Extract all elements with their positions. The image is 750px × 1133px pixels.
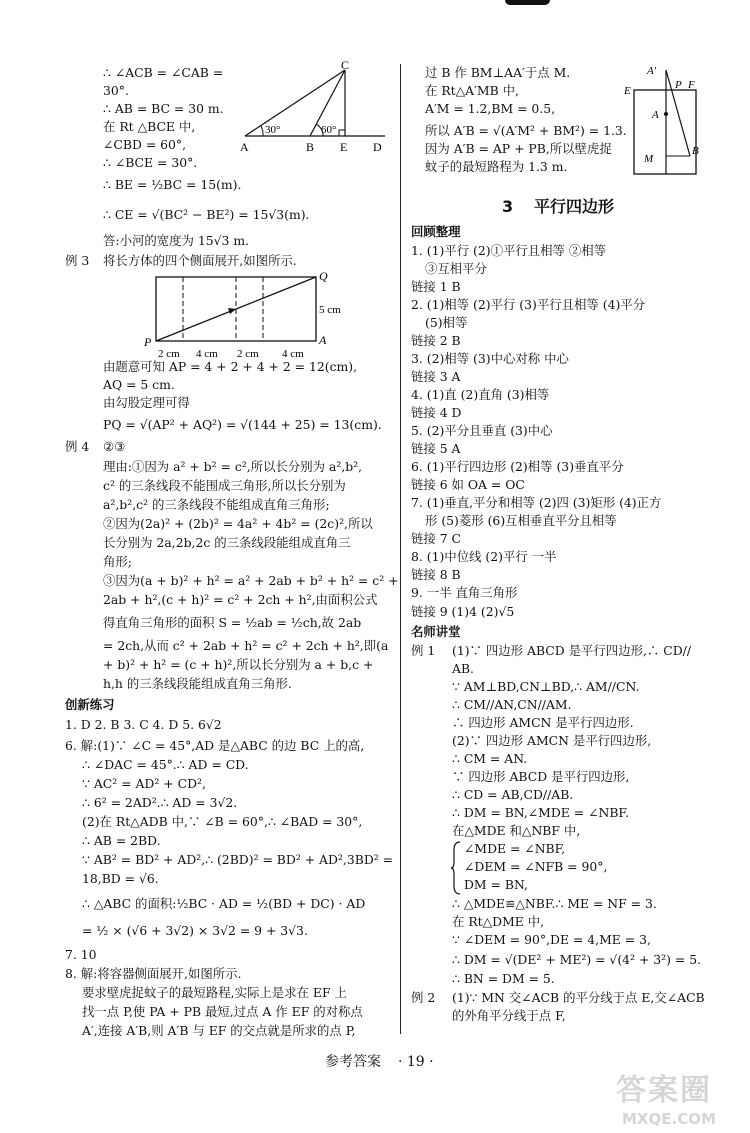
text-line: 6. 解:(1)∵ ∠C = 45°,AD 是△ABC 的边 BC 上的高, — [65, 738, 365, 753]
text-line: 在 Rt△A′MB 中, — [425, 83, 519, 98]
text-line: 2ab + h²,(c + h)² = c² + 2ch + h²,由面积公式 — [103, 592, 378, 607]
text-line: 在△MDE 和△NBF 中, — [452, 823, 581, 838]
text-line: AQ = 5 cm. — [103, 377, 175, 392]
text-line: a²,b²,c² 的三条线段不能组成直角三角形; — [103, 497, 330, 512]
text-line: (1)∵ MN 交∠ACB 的平分线于点 E,交∠ACB — [452, 990, 705, 1005]
text-line: 由勾股定理可得 — [103, 395, 190, 410]
section-heading: 名师讲堂 — [411, 624, 461, 639]
text-line: (1)∵ 四边形 ABCD 是平行四边形,∴ CD// — [452, 643, 692, 658]
text-line: 所以 A′B = √(A′M² + BM²) = 1.3. — [425, 123, 627, 138]
text-line: ∵ AM⊥BD,CN⊥BD,∴ AM//CN. — [452, 679, 640, 694]
label-C: C — [341, 60, 350, 72]
text-line: ∴ BN = DM = 5. — [452, 971, 555, 986]
text-line: AB. — [452, 661, 474, 676]
text-line: ②因为(2a)² + (2b)² = 4a² + 4b² = (2c)²,所以 — [103, 516, 373, 531]
text-line: A′M = 1.2,BM = 0.5, — [425, 101, 556, 116]
text-line: 的外角平分线于点 F, — [452, 1008, 566, 1023]
text-line: 在 Rt△DME 中, — [452, 914, 545, 929]
text-line: ∴ AB = BC = 30 m. — [103, 101, 224, 116]
text-line: ∠DEM = ∠NFB = 90°, — [464, 859, 608, 874]
label-A: A — [240, 140, 249, 154]
text-line: 链接 4 D — [411, 405, 462, 420]
text-line: c² 的三条线段不能围成三角形,所以长分别为 — [103, 478, 346, 493]
text-line: 6. (1)平行四边形 (2)相等 (3)垂直平分 — [411, 459, 624, 474]
footer-label: 参考答案 — [325, 1054, 381, 1070]
watermark-url: MXQE.COM — [622, 1110, 716, 1128]
text-line: ∴ CM//AN,CN//AM. — [452, 697, 572, 712]
segment-label: 2 cm — [237, 348, 259, 360]
text-line: 3. (2)相等 (3)中心对称 中心 — [411, 351, 569, 366]
text-line: 链接 3 A — [411, 369, 461, 384]
brace-symbol — [450, 840, 462, 896]
text-line: (2)在 Rt△ADB 中,∵ ∠B = 60°,∴ ∠BAD = 30°, — [82, 814, 363, 829]
label-D: D — [373, 140, 382, 154]
text-line: ∴ CE = √(BC² − BE²) = 15√3(m). — [103, 207, 310, 222]
text-line: 因为 A′B = AP + PB,所以壁虎捉 — [425, 141, 612, 156]
text-line: A′,连接 A′B,则 A′B 与 EF 的交点就是所求的点 P, — [82, 1023, 356, 1038]
angle-60: 60° — [321, 124, 337, 136]
text-line: PQ = √(AP² + AQ²) = √(144 + 25) = 13(cm). — [103, 417, 382, 432]
text-line: ③因为(a + b)² + h² = a² + 2ab + b² + h² = c² + — [103, 573, 399, 588]
text-line: ②③ — [103, 439, 126, 454]
text-line: 理由:①因为 a² + b² = c²,所以长分别为 a²,b², — [103, 459, 363, 474]
watermark-logo — [600, 1072, 745, 1130]
text-line: 链接 6 如 OA = OC — [411, 477, 525, 492]
example-label: 例 1 — [411, 643, 436, 658]
section-heading: 创新练习 — [65, 697, 115, 712]
text-line: ∠CBD = 60°, — [103, 137, 187, 152]
segment-label: 2 cm — [158, 348, 180, 360]
text-line: ∴ DM = BN,∠MDE = ∠NBF. — [452, 805, 630, 820]
text-line: 过 B 作 BM⊥AA′于点 M. — [425, 65, 571, 80]
text-line: 链接 2 B — [411, 333, 461, 348]
text-line: 1. D 2. B 3. C 4. D 5. 6√2 — [65, 717, 222, 732]
angle-30: 30° — [265, 124, 281, 136]
text-line: 要求壁虎捉蚊子的最短路程,实际上是求在 EF 上 — [82, 985, 347, 1000]
section-heading: 回顾整理 — [411, 224, 461, 239]
example-label: 例 3 — [65, 253, 90, 268]
river-width-figure — [235, 60, 395, 155]
text-line: ∴ △MDE≌△NBF.∴ ME = NF = 3. — [452, 896, 657, 911]
text-line: (2)∵ 四边形 AMCN 是平行四边形, — [452, 733, 652, 748]
text-line: 在 Rt △BCE 中, — [103, 119, 196, 134]
text-line: ∵ 四边形 ABCD 是平行四边形, — [452, 769, 630, 784]
text-line: ∠MDE = ∠NBF, — [464, 841, 566, 856]
text-line: 答:小河的宽度为 15√3 m. — [103, 233, 250, 248]
text-line: ∴ CM = AN. — [452, 751, 528, 766]
chapter-title: 平行四边形 — [534, 197, 615, 216]
text-line: 角形; — [103, 554, 132, 569]
watermark-text: 答案圈 — [616, 1073, 712, 1108]
text-line: 将长方体的四个侧面展开,如图所示. — [103, 253, 297, 268]
text-line: 链接 9 (1)4 (2)√5 — [411, 604, 515, 619]
text-line: ∴ CD = AB,CD//AB. — [452, 787, 574, 802]
text-line: h,h 的三条线段能组成直角三角形. — [103, 676, 292, 691]
text-line: ∴ 四边形 AMCN 是平行四边形. — [452, 715, 634, 730]
text-line: (5)相等 — [425, 315, 468, 330]
text-line: DM = BN, — [464, 877, 528, 892]
text-line: ∴ BE = ½BC = 15(m). — [103, 177, 242, 192]
segment-label: 4 cm — [282, 348, 304, 360]
text-line: + b)² + h² = (c + h)²,所以长分别为 a + b,c + — [103, 657, 374, 672]
label-A-prime: A′ — [647, 65, 657, 77]
label-F: F — [688, 79, 695, 91]
text-line: ∵ ∠DEM = 90°,DE = 4,ME = 3, — [452, 932, 651, 947]
text-line: = ½ × (√6 + 3√2) × 3√2 = 9 + 3√3. — [82, 923, 308, 938]
label-B: B — [692, 145, 699, 157]
top-edge-mark — [505, 0, 550, 5]
text-line: ③互相平分 — [425, 261, 487, 276]
text-line: 4. (1)直 (2)直角 (3)相等 — [411, 387, 550, 402]
text-line: 30°. — [103, 83, 129, 98]
text-line: 链接 7 C — [411, 531, 462, 546]
segment-label: 4 cm — [196, 348, 218, 360]
text-line: 由题意可知 AP = 4 + 2 + 4 + 2 = 12(cm), — [103, 359, 358, 374]
text-line: 5. (2)平分且垂直 (3)中心 — [411, 423, 553, 438]
text-line: ∴ ∠BCE = 30°. — [103, 155, 198, 170]
text-line: ∴ ∠DAC = 45°.∴ AD = CD. — [82, 757, 249, 772]
cuboid-net-figure — [140, 268, 350, 360]
text-line: 链接 8 B — [411, 567, 461, 582]
text-line: 得直角三角形的面积 S = ½ab = ½ch,故 2ab — [103, 615, 362, 630]
text-line: ∵ AC² = AD² + CD², — [82, 776, 206, 791]
label-P: P — [144, 335, 152, 349]
text-line: = 2ch,从而 c² + 2ab + h² = c² + 2ch + h²,即(a — [103, 638, 389, 653]
column-divider — [400, 64, 401, 1034]
text-line: 形 (5)菱形 (6)互相垂直平分且相等 — [425, 513, 617, 528]
label-A: A — [319, 333, 327, 347]
text-line: 找一点 P,使 PA + PB 最短,过点 A 作 EF 的对称点 — [82, 1004, 363, 1019]
label-E: E — [340, 140, 348, 154]
text-line: ∴ DM = √(DE² + ME²) = √(4² + 3²) = 5. — [452, 952, 702, 967]
example-label: 例 4 — [65, 439, 90, 454]
label-E: E — [624, 85, 631, 97]
text-line: 7. 10 — [65, 947, 97, 962]
label-Q: Q — [319, 269, 328, 283]
label-M: M — [644, 153, 654, 165]
text-line: 链接 5 A — [411, 441, 461, 456]
text-line: 链接 1 B — [411, 279, 461, 294]
text-line: 长分别为 2a,2b,2c 的三条线段能组成直角三 — [103, 535, 351, 550]
text-line: ∴ 6² = 2AD².∴ AD = 3√2. — [82, 795, 238, 810]
text-line: 8. 解:将容器侧面展开,如图所示. — [65, 966, 242, 981]
chapter-number: 3 — [502, 197, 514, 216]
example-label: 例 2 — [411, 990, 436, 1005]
text-line: ∵ AB² = BD² + AD²,∴ (2BD)² = BD² + AD²,3BD² = — [82, 852, 394, 867]
label-P: P — [675, 79, 682, 91]
text-line: 2. (1)相等 (2)平行 (3)平行且相等 (4)平分 — [411, 297, 646, 312]
text-line: 7. (1)垂直,平分和相等 (2)四 (3)矩形 (4)正方 — [411, 495, 662, 510]
label-A: A — [652, 109, 659, 121]
text-line: ∴ △ABC 的面积:½BC · AD = ½(BD + DC) · AD — [82, 896, 366, 911]
label-B: B — [306, 140, 315, 154]
text-line: 9. 一半 直角三角形 — [411, 585, 518, 600]
text-line: 18,BD = √6. — [82, 871, 159, 886]
text-line: ∴ ∠ACB = ∠CAB = — [103, 65, 224, 80]
container-net-figure — [620, 60, 710, 182]
text-line: 8. (1)中位线 (2)平行 一半 — [411, 549, 557, 564]
text-line: ∴ AB = 2BD. — [82, 833, 161, 848]
text-line: 1. (1)平行 (2)①平行且相等 ②相等 — [411, 243, 607, 258]
text-line: 蚊子的最短路程为 1.3 m. — [425, 159, 568, 174]
page-number: · 19 · — [398, 1054, 434, 1070]
side-length: 5 cm — [319, 304, 341, 316]
